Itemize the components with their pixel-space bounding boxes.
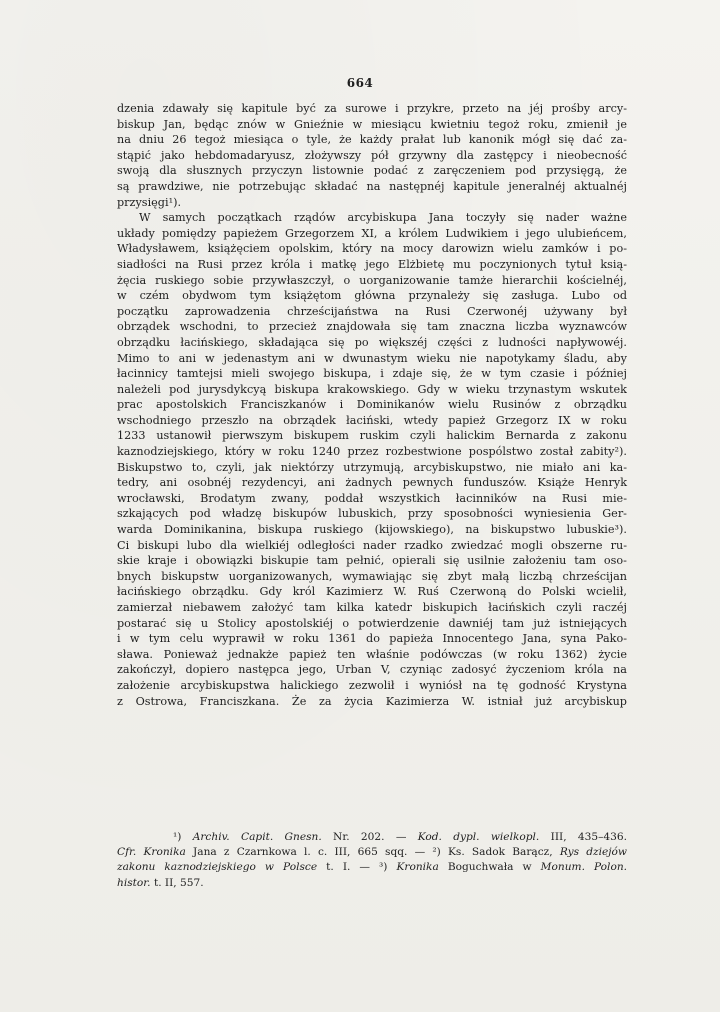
text-line: wrocławski, Brodatym zwany, poddał wszystkich łacinników na Rusi mie-: [117, 491, 627, 505]
text-line: i w tym celu wyprawił w roku 1361 do papieża Innocentego Jana, syna Pako-: [117, 632, 627, 646]
text-line: należeli pod jurysdykcyą biskupa krakowskiego. Gdy w wieku trzynastym wskutek: [117, 382, 627, 396]
footnotes: [117, 830, 627, 891]
text-line: obrządek wschodni, to przecież znajdowała się tam znaczna liczba wyznawców: [117, 320, 627, 334]
text-line: założenie arcybiskupstwa halickiego zezwolił i wyniósł na tę godność Krystyna: [117, 678, 627, 692]
text-line: w czém obydwom tym książętom główna przynależy się zasługa. Lubo od: [117, 289, 627, 303]
text-line: wschodniego przeszło na obrządek łaciński, wtedy papież Grzegorz IX w roku: [117, 413, 627, 427]
text-line: Ci biskupi lubo dla wielkiéj odległości nader rzadko zwiedzać mogli obszerne ru-: [117, 538, 627, 552]
text-line: zakończył, dopiero następca jego, Urban V, czyniąc zadosyć życzeniom króla na: [117, 663, 627, 677]
footnote-source: zakonu kaznodziejskiego w Polsce: [117, 861, 318, 874]
text-line: na dniu 26 tegoż miesiąca o tyle, że każdy prałat lub kanonik mógł się dać za-: [117, 133, 627, 147]
main-text: [117, 101, 627, 725]
footnote-text: t. II, 557.: [153, 876, 204, 889]
text-line: przysięgi¹).: [117, 195, 182, 209]
text-line: skie kraje i obowiązki biskupie tam pełnić, opierali się usilnie założeniu tam oso-: [117, 554, 627, 568]
footnote-source: Cfr. Kronika: [117, 846, 186, 859]
text-line: tedry, ani osobnéj rezydencyi, ani żadnych pewnych funduszów. Książe Henryk: [117, 476, 627, 490]
text-line: biskup Jan, będąc znów w Gnieźnie w miesiącu kwietniu tegoż roku, zmienił je: [117, 117, 627, 131]
footnote-source: Kronika: [396, 861, 439, 874]
text-line: układy pomiędzy papieżem Grzegorzem XI, a królem Ludwikiem i jego ulubieńcem,: [117, 226, 627, 240]
footnote-text: Jana z Czarnkowa l. c. III, 665 sqq. — ²) Ks. Sadok Barącz,: [193, 846, 553, 859]
footnote-line: [117, 830, 627, 845]
footnote-source: histor.: [117, 876, 151, 889]
text-line: z Ostrowa, Franciszkana. Że za życia Kazimierza W. istniał już arcybiskup: [117, 694, 627, 708]
text-line: [117, 709, 627, 725]
footnote-line: [117, 860, 627, 875]
footnote-line: [117, 845, 627, 860]
footnote-text: Boguchwała w: [447, 861, 532, 874]
footnote-text: t. I. — ³): [326, 861, 388, 874]
text-line: łacińskiego obrządku. Gdy król Kazimierz W. Ruś Czerwoną do Polski wcielił,: [117, 585, 627, 599]
text-line: stąpić jako hebdomadaryusz, złożywszy pół grzywny dla zastępcy i nieobecność: [117, 148, 627, 162]
text-line: 1233 ustanowił pierwszym biskupem ruskim czyli halickim Bernarda z zakonu: [117, 429, 627, 443]
page-number: 664: [346, 76, 374, 90]
text-line: są prawdziwe, nie potrzebując składać na następnéj kapitule jeneralnéj aktualnéj: [117, 179, 627, 193]
text-line: prac apostolskich Franciszkanów i Dominikanów wielu Rusinów z obrządku: [117, 398, 627, 412]
text-line: Władysławem, książęciem opolskim, który na mocy darowizn wielu zamków i po-: [117, 242, 627, 256]
text-line: swoją dla słusznych przyczyn listownie podać z zaręczeniem pod przysięgą, że: [117, 164, 627, 178]
text-line: obrządku łacińskiego, składająca się po większéj części z ludności napływowéj.: [117, 335, 627, 349]
text-line: Biskupstwo to, czyli, jak niektórzy utrzymują, arcybiskupstwo, nie miało ani ka-: [117, 460, 627, 474]
text-line: warda Dominikanina, biskupa ruskiego (kijowskiego), na biskupstwo lubuskie³).: [117, 523, 627, 537]
text-line: szkających pod władzę biskupów lubuskich, przy sposobności wyniesienia Ger-: [117, 507, 627, 521]
footnote-line: [117, 876, 627, 891]
text-line: łacinnicy tamtejsi mieli swojego biskupa, i zdaje się, że w tym czasie i później: [117, 367, 627, 381]
text-line: żęcia ruskiego sobie przywłaszczył, o uorganizowanie tamże hierarchii kościelnéj,: [117, 273, 627, 287]
footnote-source: Archiv. Capit. Gnesn.: [192, 831, 322, 843]
footnote-source: Rys dziejów: [559, 846, 627, 859]
text-line: dzenia zdawały się kapitule być za surowe i przykre, przeto na jéj prośby arcy-: [117, 102, 627, 115]
text-line: siadłości na Rusi przez króla i matkę jego Elżbietę mu poczynionych tytuł ksią-: [117, 257, 627, 271]
text-line: W samych początkach rządów arcybiskupa Jana toczyły się nader ważne: [139, 211, 627, 225]
text-line: Mimo to ani w jedenastym ani w dwunastym wieku nie napotykamy śladu, aby: [117, 351, 627, 365]
footnote-text: Nr. 202. —: [333, 831, 407, 843]
text-line: sława. Ponieważ jednakże papież ten właśnie podówczas (w roku 1362) życie: [117, 647, 627, 661]
text-line: początku zaprowadzenia chrześcijaństwa na Rusi Czerwonéj używany był: [117, 304, 627, 318]
footnote-source: Kod. dypl. wielkopl.: [417, 831, 540, 843]
text-line: bnych biskupstw uorganizowanych, wymawiając się zbyt małą liczbą chrześcijan: [117, 569, 627, 583]
footnote-source: Monum. Polon.: [540, 861, 628, 874]
footnote-marker: ¹): [173, 831, 182, 843]
text-line: zamierzał niebawem założyć tam kilka katedr biskupich łacińskich czyli raczéj: [117, 601, 627, 614]
text-line: postarać się u Stolicy apostolskiéj o potwierdzenie dawniéj tam już istniejących: [117, 616, 627, 630]
text-line: kaznodziejskiego, który w roku 1240 przez rozbestwione pospólstwo został zabity²).: [117, 445, 627, 459]
footnote-text: III, 435–436.: [550, 831, 627, 843]
